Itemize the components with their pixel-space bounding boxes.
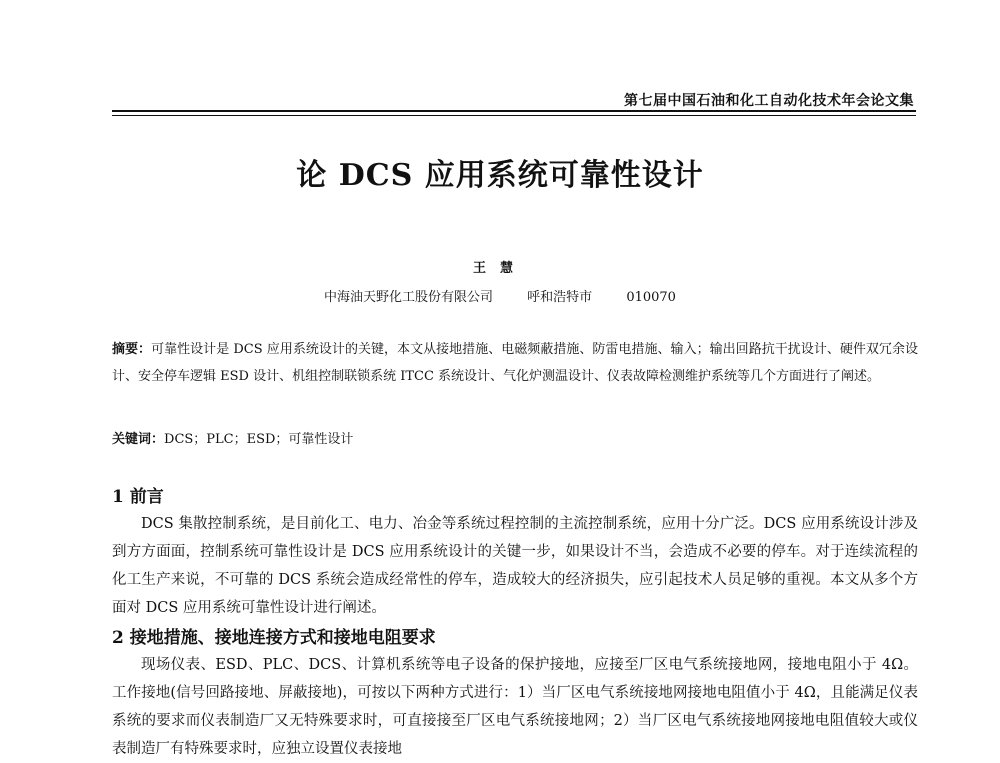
paper-title: 论 DCS 应用系统可靠性设计 (296, 158, 704, 193)
abstract (112, 336, 918, 390)
keywords-text: DCS；PLC；ESD；可靠性设计 (164, 432, 354, 447)
header-rule-thin (112, 115, 916, 116)
affiliation (0, 286, 1000, 305)
author-name: 王慧 (472, 261, 527, 276)
header-rule-thick (112, 110, 916, 112)
keywords-label: 关键词： (112, 432, 165, 447)
section-heading: 2 接地措施、接地连接方式和接地电阻要求 (112, 628, 436, 648)
section-heading: 1 前言 (112, 487, 164, 507)
affiliation-city: 呼和浩特市 (527, 290, 593, 305)
section-paragraph: 现场仪表、ESD、PLC、DCS、计算机系统等电子设备的保护接地，应接至厂区电气系统接地网，接地电阻小于 4Ω。 工作接地(信号回路接地、屏蔽接地)，可按以下两种方式进行：1）当厂区电气系统接地网接地电阻值小于 4Ω，且能满足仪表系统的要求而仪表制造厂又无特殊要求时，可直接接至厂区电气系统接地网；2）当厂区电气系统接地网接地电阻值较大或仪表制造厂有特殊要求时，应独立设置仪表接地 (112, 657, 918, 757)
section-paragraph: DCS 集散控制系统，是目前化工、电力、冶金等系统过程控制的主流控制系统，应用十分广泛。DCS 应用系统设计涉及到方方面面，控制系统可靠性设计是 DCS 应用系统设计的关键一步，如果设计不当，会造成不必要的停车。对于连续流程的化工生产来说，不可靠的 DCS 系统会造成经常性的停车，造成较大的经济损失，应引起技术人员足够的重视。本文从多个方面对 DCS 应用系统可靠性设计进行阐述。 (112, 516, 918, 616)
keywords (112, 430, 353, 450)
abstract-label: 摘要： (112, 342, 152, 357)
affiliation-postcode: 010070 (626, 290, 676, 305)
affiliation-org: 中海油天野化工股份有限公司 (324, 290, 494, 305)
abstract-text: 可靠性设计是 DCS 应用系统设计的关键，本文从接地措施、电磁频蔽措施、防雷电措施、输入；输出回路抗干扰设计、硬件双冗余设计、安全停车逻辑 ESD 设计、机组控制联锁系统 ITCC 系统设计、气化炉测温设计、仪表故障检测维护系统等几个方面进行了阐述。 (112, 342, 918, 384)
running-header: 第七届中国石油和化工自动化技术年会论文集 (624, 93, 914, 109)
